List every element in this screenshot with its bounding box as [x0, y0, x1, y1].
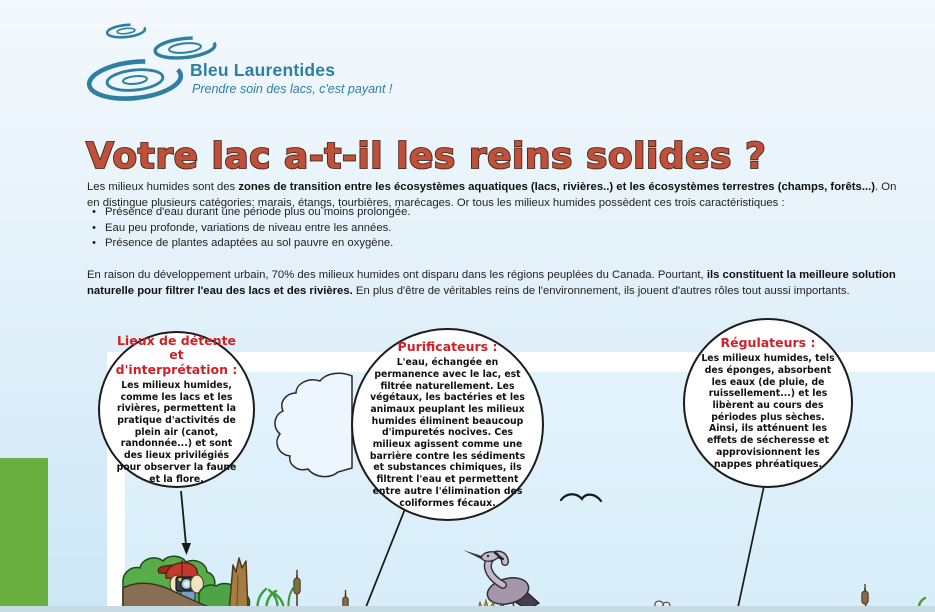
text-segment: . On en distingue plusieurs catégories: marais, étangs, tourbières, marécages. Or tous les milieux humides possèdent ces trois caractéristiques :	[87, 181, 897, 209]
bubble-regulateurs	[683, 318, 853, 488]
bubble-title: Purificateurs :	[397, 338, 498, 354]
brand-name: Bleu Laurentides	[190, 60, 336, 80]
bullet-item: • Présence d'eau durant une période plus ou moins prolongée.	[92, 205, 792, 221]
bubble-body: Les milieux humides, comme les lacs et les rivières, permettent la pratique d'activités de plein air (canot, randonnée...) et sont des lieux privilégiés pour observer la faune et la flore.	[116, 379, 237, 485]
characteristics-list	[92, 205, 792, 252]
water-edge-strip	[0, 606, 935, 612]
bubble-purificateurs	[351, 328, 544, 521]
text-segment: En raison du développement urbain, 70% des milieux humides ont disparu dans les régions peuplées du Canada. Pourtant,	[87, 269, 707, 282]
bullet-item: • Présence de plantes adaptées au sol pauvre en oxygène.	[92, 236, 792, 252]
text-segment: Les milieux humides sont des	[87, 181, 239, 194]
bullet-item: • Eau peu profonde, variations de niveau entre les années.	[92, 221, 792, 237]
brand-tagline: Prendre soin des lacs, c'est payant !	[192, 82, 393, 96]
text-segment: En plus d'être de véritables reins de l'environnement, ils jouent d'autres rôles tout aussi importants.	[352, 284, 850, 297]
green-margin-block	[0, 458, 48, 608]
bubble-title: Régulateurs :	[720, 334, 816, 350]
bubble-body: L'eau, échangée en permanence avec le lac, est filtrée naturellement. Les végétaux, les bactéries et les animaux peuplant les milieux humides éliminent beaucoup d'impuretés nocives. Ces milieux agissent comme une barrière contre les sédiments et substances chimiques, ils filtrent l'eau et permettent entre autre l'élimination des coliformes fécaux.	[369, 357, 526, 509]
text-segment: zones de transition entre les écosystèmes aquatiques (lacs, rivières..) et les écosystèmes terrestres (champs, forêts...)	[238, 181, 875, 194]
text-segment: ils constituent la meilleure solution naturelle pour filtrer l'eau des lacs et des rivières.	[87, 269, 896, 297]
bubble-title: Lieux de détente et d'interprétation :	[115, 332, 238, 377]
intro-paragraph-2	[87, 268, 907, 299]
bubble-lieux-de-detente	[98, 331, 255, 488]
bubble-body: Les milieux humides, tels des éponges, absorbent les eaux (de pluie, de ruissellement...) et les libèrent au cours des périodes plus sèches. Ainsi, ils atténuent les effets de sécheresse et approvisionnent les nappes phréatiques.	[701, 353, 835, 470]
page-title: Votre lac a-t-il les reins solides ?	[86, 136, 767, 178]
